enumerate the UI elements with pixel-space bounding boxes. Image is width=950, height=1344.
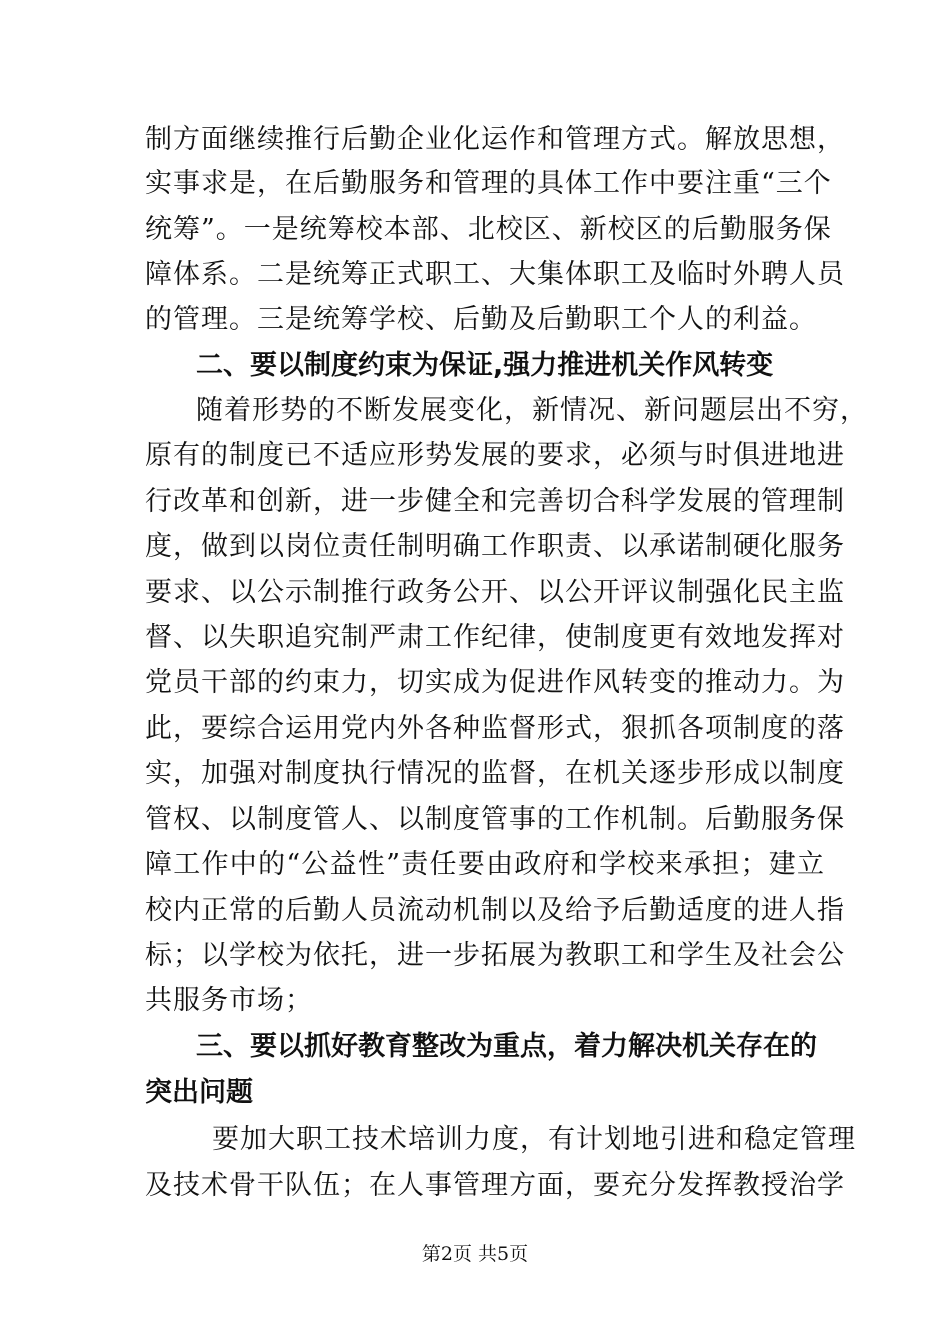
paragraph-2-line-6: 督、以失职追究制严肃工作纪律，使制度更有效地发挥对 <box>145 622 845 653</box>
paragraph-3-line-1: 要加大职工技术培训力度，有计划地引进和稳定管理 <box>212 1124 856 1155</box>
paragraph-3-line-2: 及技术骨干队伍；在人事管理方面，要充分发挥教授治学 <box>145 1170 845 1201</box>
section-heading-3-line-1: 三、要以抓好教育整改为重点，着力解决机关存在的 <box>196 1031 817 1062</box>
paragraph-1-line-2: 实事求是，在后勤服务和管理的具体工作中要注重“三个 <box>145 168 832 199</box>
paragraph-2-line-1: 随着形势的不断发展变化，新情况、新问题层出不穷， <box>196 395 868 426</box>
paragraph-2-line-7: 党员干部的约束力，切实成为促进作风转变的推动力。为 <box>145 667 845 698</box>
section-heading-2: 二、要以制度约束为保证,强力推进机关作风转变 <box>196 350 774 381</box>
paragraph-2-line-12: 校内正常的后勤人员流动机制以及给予后勤适度的进人指 <box>145 895 845 926</box>
paragraph-2-line-4: 度，做到以岗位责任制明确工作职责、以承诺制硬化服务 <box>145 531 845 562</box>
paragraph-1-line-1: 制方面继续推行后勤企业化运作和管理方式。解放思想， <box>145 124 845 155</box>
paragraph-2-line-11: 障工作中的“公益性”责任要由政府和学校来承担；建立 <box>145 849 825 880</box>
paragraph-1-line-4: 障体系。二是统筹正式职工、大集体职工及临时外聘人员 <box>145 259 845 290</box>
paragraph-1-line-3: 统筹”。一是统筹校本部、北校区、新校区的后勤服务保 <box>145 214 832 245</box>
paragraph-2-line-5: 要求、以公示制推行政务公开、以公开评议制强化民主监 <box>145 577 845 608</box>
paragraph-2-line-13: 标；以学校为依托，进一步拓展为教职工和学生及社会公 <box>145 940 845 971</box>
paragraph-2-line-2: 原有的制度已不适应形势发展的要求，必须与时俱进地进 <box>145 440 845 471</box>
paragraph-2-line-14: 共服务市场； <box>145 985 313 1016</box>
paragraph-2-line-9: 实，加强对制度执行情况的监督，在机关逐步形成以制度 <box>145 758 845 789</box>
page-number-footer: 第2页 共5页 <box>421 1243 529 1265</box>
paragraph-1-line-5: 的管理。三是统筹学校、后勤及后勤职工个人的利益。 <box>145 304 817 335</box>
paragraph-2-line-10: 管权、以制度管人、以制度管事的工作机制。后勤服务保 <box>145 804 845 835</box>
paragraph-2-line-3: 行改革和创新，进一步健全和完善切合科学发展的管理制 <box>145 486 845 517</box>
paragraph-2-line-8: 此，要综合运用党内外各种监督形式，狠抓各项制度的落 <box>145 713 845 744</box>
section-heading-3-line-2: 突出问题 <box>145 1077 253 1108</box>
